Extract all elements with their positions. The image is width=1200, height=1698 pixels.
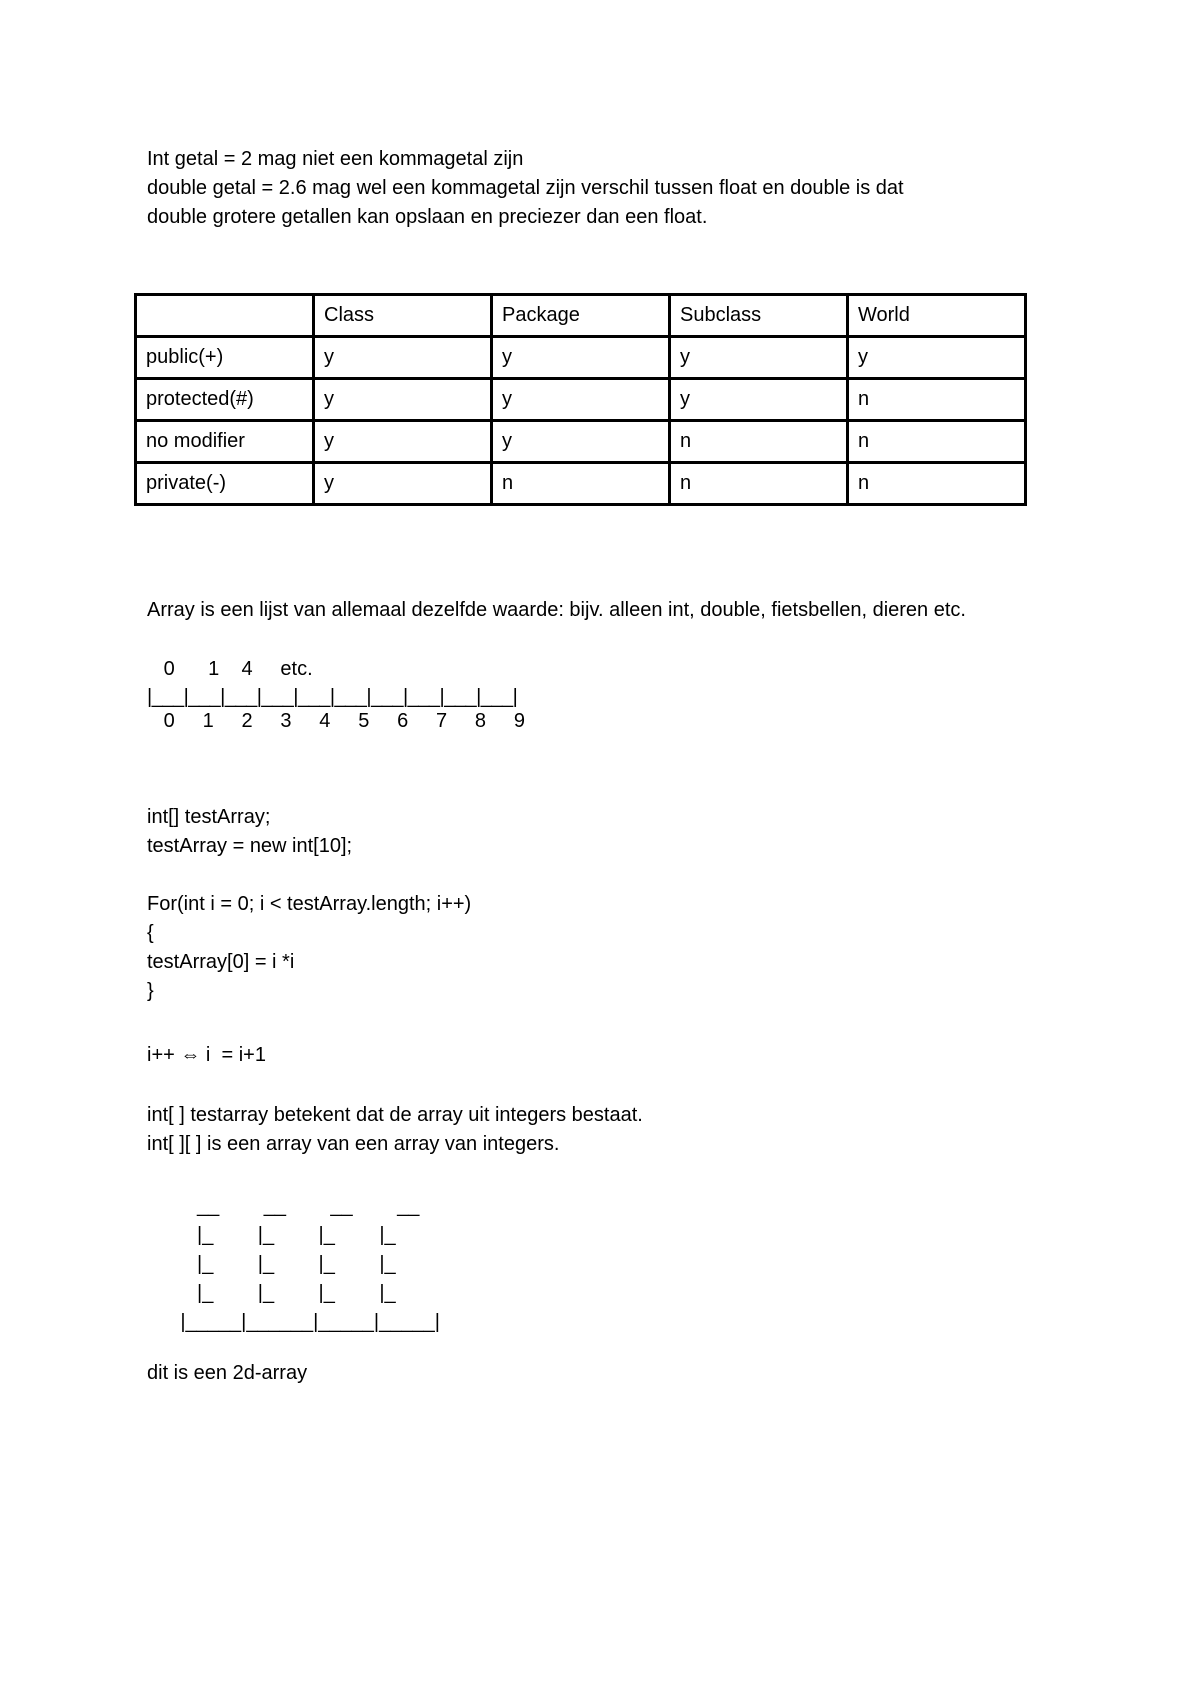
table-cell: n bbox=[492, 463, 670, 505]
explanation-line-2: int[ ][ ] is een array van een array van integers. bbox=[147, 1133, 560, 1155]
code-loop: For(int i = 0; i < testArray.length; i++) bbox=[147, 893, 472, 915]
table-header-row bbox=[136, 295, 1026, 337]
explanation-line-1: int[ ] testarray betekent dat de array uit integers bestaat. bbox=[147, 1104, 643, 1126]
table-cell: y bbox=[492, 421, 670, 463]
array-values-line: 0 1 4 etc. bbox=[147, 658, 313, 680]
intro-line-1: Int getal = 2 mag niet een kommagetal zijn bbox=[147, 148, 524, 170]
table-cell: private(-) bbox=[136, 463, 314, 505]
array-2d-top: __ __ __ __ bbox=[147, 1195, 420, 1217]
array-diagram bbox=[147, 655, 525, 735]
code-body: testArray[0] = i *i bbox=[147, 951, 295, 973]
table-cell: y bbox=[670, 379, 848, 421]
intro-paragraph bbox=[147, 145, 904, 232]
intro-line-2: double getal = 2.6 mag wel een kommagetal zijn verschil tussen float en double is dat bbox=[147, 177, 904, 199]
table-cell: n bbox=[848, 463, 1026, 505]
intro-line-3: double grotere getallen kan opslaan en preciezer dan een float. bbox=[147, 206, 708, 228]
access-modifier-table bbox=[134, 293, 1027, 506]
code-close-brace: } bbox=[147, 980, 154, 1002]
code-block bbox=[147, 803, 471, 1006]
table-cell: n bbox=[670, 463, 848, 505]
table-header-cell: Subclass bbox=[670, 295, 848, 337]
explanation-paragraph bbox=[147, 1101, 643, 1159]
array-boxes-line: |___|___|___|___|___|___|___|___|___|___| bbox=[147, 686, 518, 708]
table-cell: n bbox=[670, 421, 848, 463]
table-cell: y bbox=[314, 463, 492, 505]
array-2d-diagram bbox=[147, 1192, 440, 1337]
table-cell: y bbox=[492, 379, 670, 421]
table-cell: protected(#) bbox=[136, 379, 314, 421]
table-header-cell: World bbox=[848, 295, 1026, 337]
table-cell: y bbox=[492, 337, 670, 379]
array-2d-caption: dit is een 2d-array bbox=[147, 1362, 308, 1384]
code-blank-line bbox=[147, 861, 471, 890]
table-cell: no modifier bbox=[136, 421, 314, 463]
array-description: Array is een lijst van allemaal dezelfde waarde: bijv. alleen int, double, fietsbellen, dieren etc. bbox=[147, 599, 966, 621]
table-cell: y bbox=[848, 337, 1026, 379]
table-cell: y bbox=[314, 337, 492, 379]
code-declaration: int[] testArray; bbox=[147, 806, 271, 828]
table-cell: y bbox=[670, 337, 848, 379]
table-row bbox=[136, 463, 1026, 505]
table-header-cell: Class bbox=[314, 295, 492, 337]
array-2d-row: |_ |_ |_ |_ bbox=[147, 1224, 396, 1246]
table-row bbox=[136, 337, 1026, 379]
table-header-cell bbox=[136, 295, 314, 337]
array-2d-bottom: |_____|______|_____|_____| bbox=[147, 1311, 440, 1333]
code-open-brace: { bbox=[147, 922, 154, 944]
array-2d-row: |_ |_ |_ |_ bbox=[147, 1253, 396, 1275]
table-row bbox=[136, 379, 1026, 421]
array-index-line: 0 1 2 3 4 5 6 7 8 9 bbox=[147, 710, 525, 732]
increment-note: i++ ⇔ i = i+1 bbox=[147, 1044, 266, 1066]
table-header-cell: Package bbox=[492, 295, 670, 337]
table-cell: n bbox=[848, 379, 1026, 421]
code-initialization: testArray = new int[10]; bbox=[147, 835, 353, 857]
array-2d-row: |_ |_ |_ |_ bbox=[147, 1282, 396, 1304]
table-cell: y bbox=[314, 379, 492, 421]
table-cell: public(+) bbox=[136, 337, 314, 379]
table-cell: n bbox=[848, 421, 1026, 463]
table-row bbox=[136, 421, 1026, 463]
table-cell: y bbox=[314, 421, 492, 463]
